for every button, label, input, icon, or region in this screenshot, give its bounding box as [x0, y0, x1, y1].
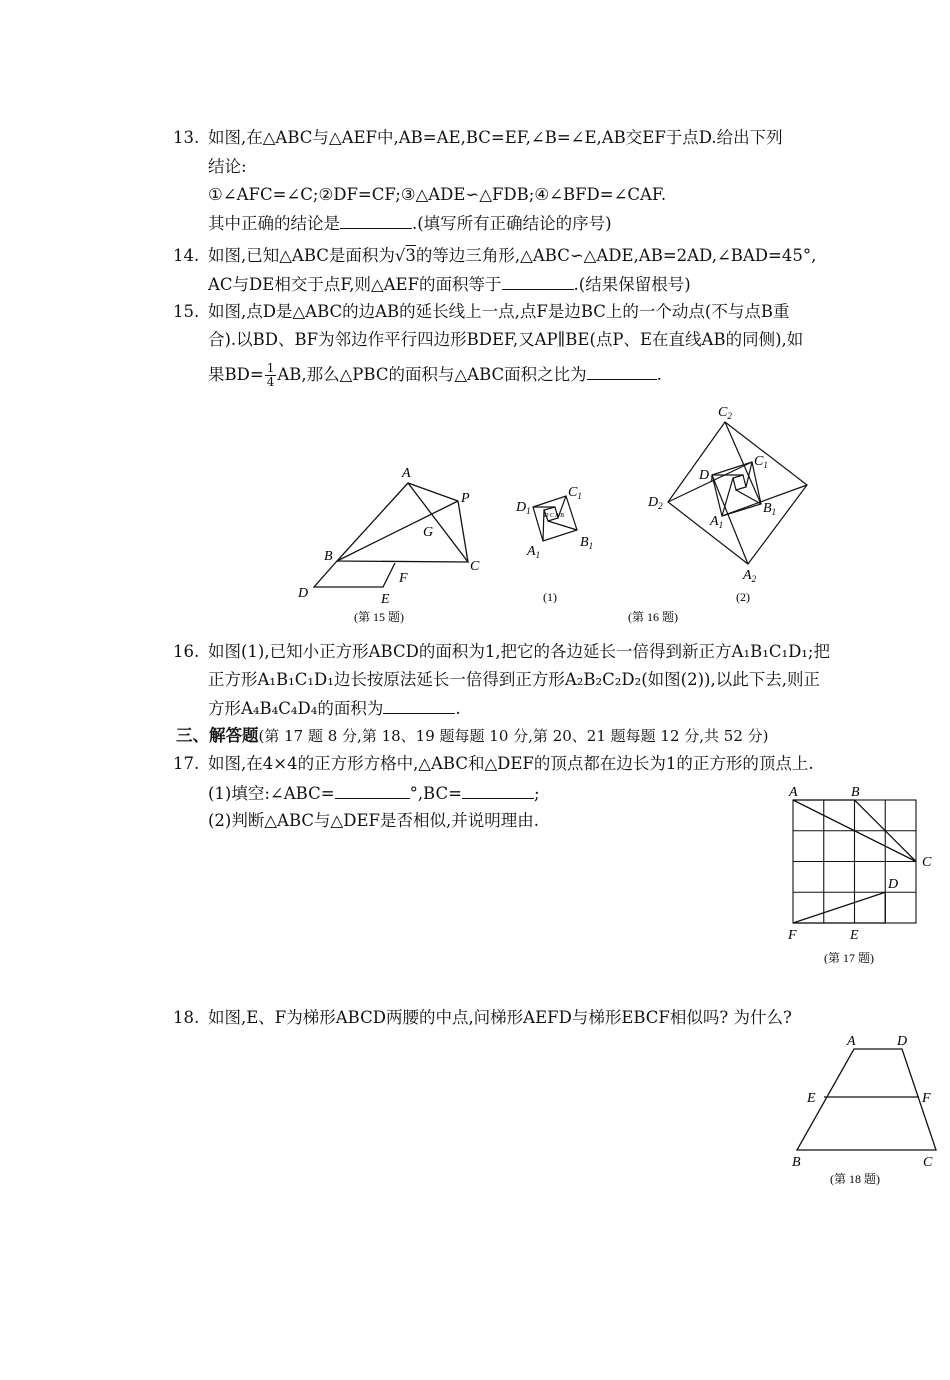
figure-17	[784, 782, 934, 972]
q16-text-a: 方形A₄B₄C₄D₄的面积为	[208, 699, 384, 718]
q16-answer-blank[interactable]	[383, 697, 455, 714]
fraction-denominator: 4	[266, 375, 275, 389]
fig16-2-b1-sub: 1	[771, 507, 777, 517]
q16-text-b: .	[455, 699, 461, 718]
fig18-label-f: F	[922, 1091, 931, 1106]
figure-18	[784, 1030, 939, 1190]
fig18-caption: (第 18 题)	[830, 1172, 880, 1186]
sqrt-sign: √	[394, 246, 406, 265]
fig16-2-d1: D	[699, 468, 710, 483]
q15-text-d: AB,那么△PBC的面积与△ABC面积之比为	[277, 365, 587, 384]
q16-line1: 如图(1),已知小正方形ABCD的面积为1,把它的各边延长一倍得到新正方A₁B₁C₁D₁;把	[208, 642, 830, 661]
fig15-caption: (第 15 题)	[354, 610, 404, 624]
q16-line3	[208, 697, 461, 720]
fig18-label-e: E	[807, 1091, 816, 1106]
fig15-label-p: P	[461, 491, 470, 506]
q15-line1: 如图,点D是△ABC的边AB的延长线上一点,点F是边BC上的一个动点(不与点B重	[208, 302, 790, 321]
q13-number: 13.	[173, 128, 200, 147]
q13-prompt: 其中正确的结论是	[208, 214, 340, 233]
q17-angle-blank[interactable]	[335, 782, 410, 799]
fig16-1-c-sub: 1	[577, 491, 582, 501]
fig17-label-c: C	[922, 855, 932, 870]
fig15-label-e: E	[381, 592, 390, 607]
fig16-2-label-a1	[709, 514, 723, 530]
fig16-1-a-sub: 1	[535, 550, 541, 560]
q15-answer-blank[interactable]	[587, 363, 657, 380]
fig16-2-d1-sub: 1	[709, 474, 714, 484]
fig16-2-c1-sub: 1	[763, 460, 768, 470]
fig15-label-d: D	[298, 586, 309, 601]
q14-line2	[208, 273, 691, 296]
q14-text-b: 的等边三角形,△ABC∽△ADE,AB=2AD,∠BAD=45°,	[415, 246, 817, 265]
fig16-1-inner-labels: D C A B	[544, 513, 564, 519]
fig16-1-label-a1	[526, 544, 540, 560]
fig16-2-b1: B	[763, 501, 772, 516]
fig16-2-a1-sub: 1	[718, 520, 724, 530]
sqrt-value: 3	[405, 246, 416, 265]
parallel-equal-symbol: ∥	[557, 330, 566, 349]
q15-line2	[208, 329, 803, 351]
figure-15	[290, 455, 490, 625]
fig17-label-d: D	[888, 877, 899, 892]
fig16-1-label-d1	[515, 500, 531, 516]
q14-line1	[208, 245, 816, 267]
fig16-2-label-c1	[754, 454, 768, 470]
q17-line3: (2)判断△ABC与△DEF是否相似,并说明理由.	[208, 811, 539, 830]
q13-line4	[208, 212, 612, 235]
q16-line2: 正方形A₁B₁C₁D₁边长按原法延长一倍得到正方形A₂B₂C₂D₂(如图(2)),以此下去,则正	[208, 670, 820, 689]
fig15-label-a: A	[402, 466, 411, 481]
q16-number: 16.	[173, 642, 200, 661]
q18-number: 18.	[173, 1008, 200, 1027]
fig16-1-d-sub: 1	[526, 506, 531, 516]
q17-text-c: ;	[533, 784, 540, 803]
fig16-2-label-d1	[698, 468, 714, 484]
q13-line2: 结论:	[208, 157, 247, 176]
fig17-label-b: B	[851, 785, 860, 800]
q14-text-a: 如图,已知△ABC是面积为	[208, 246, 395, 265]
q14-hint: .(结果保留根号)	[573, 275, 691, 294]
q14-answer-blank[interactable]	[502, 273, 574, 290]
fig18-label-d: D	[897, 1034, 908, 1049]
fig16-2-a1: A	[710, 514, 719, 529]
fig16-1-b: B	[580, 535, 589, 550]
fig16-1-d: D	[516, 500, 527, 515]
fig18-label-b: B	[792, 1155, 801, 1170]
fig18-label-c: C	[923, 1155, 933, 1170]
fig16-1-label-b1	[580, 535, 593, 551]
fraction-one-quarter	[265, 362, 277, 389]
figure-16-1	[510, 480, 610, 605]
fig16-2-c2-sub: 2	[727, 411, 732, 421]
fig16-2-label-a2	[742, 568, 757, 584]
fig15-label-g: G	[423, 525, 434, 540]
fig16-2-caption: (2)	[736, 590, 750, 604]
fig16-2-label-b1	[763, 501, 776, 517]
q14-number: 14.	[173, 246, 200, 265]
fig16-2-a2: A	[743, 568, 752, 583]
fig18-label-a: A	[847, 1034, 856, 1049]
fig16-1-b-sub: 1	[588, 541, 594, 551]
q13-answer-blank[interactable]	[340, 212, 412, 229]
fig16-1-caption: (1)	[543, 590, 557, 604]
fig17-caption: (第 17 题)	[824, 951, 874, 965]
q18-line1: 如图,E、F为梯形ABCD两腰的中点,问梯形AEFD与梯形EBCF相似吗? 为什么?	[208, 1008, 792, 1027]
q13-line3: ①∠AFC=∠C;②DF=CF;③△ADE∽△FDB;④∠BFD=∠CAF.	[208, 185, 667, 204]
fig16-1-c: C	[568, 485, 578, 500]
fig16-2-label-d2	[647, 495, 663, 511]
q15-number: 15.	[173, 302, 200, 321]
fig17-label-f: F	[788, 928, 797, 943]
fig16-1-label-c1	[568, 485, 582, 501]
fig17-label-e: E	[850, 928, 859, 943]
fig16-2-label-c2	[718, 405, 732, 421]
figure-16-2	[628, 400, 830, 625]
fig16-2-d2: D	[648, 495, 659, 510]
section3-note: (第 17 题 8 分,第 18、19 题每题 10 分,第 20、21 题每题 12 分,共 52 分)	[258, 727, 769, 745]
fig15-label-b: B	[324, 549, 333, 564]
section3-header	[176, 725, 769, 747]
fig16-2-c2: C	[718, 405, 728, 420]
fig16-2-c1: C	[754, 454, 764, 469]
fig16-caption: (第 16 题)	[628, 610, 678, 624]
fraction-numerator: 1	[266, 361, 275, 375]
q13-line1: 如图,在△ABC与△AEF中,AB=AE,BC=EF,∠B=∠E,AB交EF于点D.给出下列	[208, 128, 783, 147]
fig16-2-a2-sub: 2	[751, 574, 757, 584]
fig17-label-a: A	[789, 785, 798, 800]
section3-title: 三、解答题	[176, 726, 259, 745]
q14-text-c: AC与DE相交于点F,则△AEF的面积等于	[208, 275, 502, 294]
q15-text-e: .	[656, 365, 662, 384]
q17-bc-blank[interactable]	[462, 782, 534, 799]
q17-text-a: (1)填空:∠ABC=	[208, 784, 335, 803]
q15-line3	[208, 362, 662, 389]
fig15-label-c: C	[470, 559, 480, 574]
q17-line2	[208, 782, 540, 805]
q15-text-b: BE(点P、E在直线AB的同侧),如	[565, 330, 804, 349]
fig16-1-a: A	[527, 544, 536, 559]
q17-line1: 如图,在4×4的正方形方格中,△ABC和△DEF的顶点都在边长为1的正方形的顶点上.	[208, 754, 814, 773]
q15-text-a: 合).以BD、BF为邻边作平行四边形BDEF,又AP	[208, 330, 558, 349]
q17-number: 17.	[173, 754, 200, 773]
q17-text-b: °,BC=	[409, 784, 462, 803]
q15-text-c: 果BD=	[208, 365, 264, 384]
fig15-label-f: F	[399, 571, 408, 586]
q13-hint: .(填写所有正确结论的序号)	[412, 214, 612, 233]
fig16-2-d2-sub: 2	[658, 501, 663, 511]
